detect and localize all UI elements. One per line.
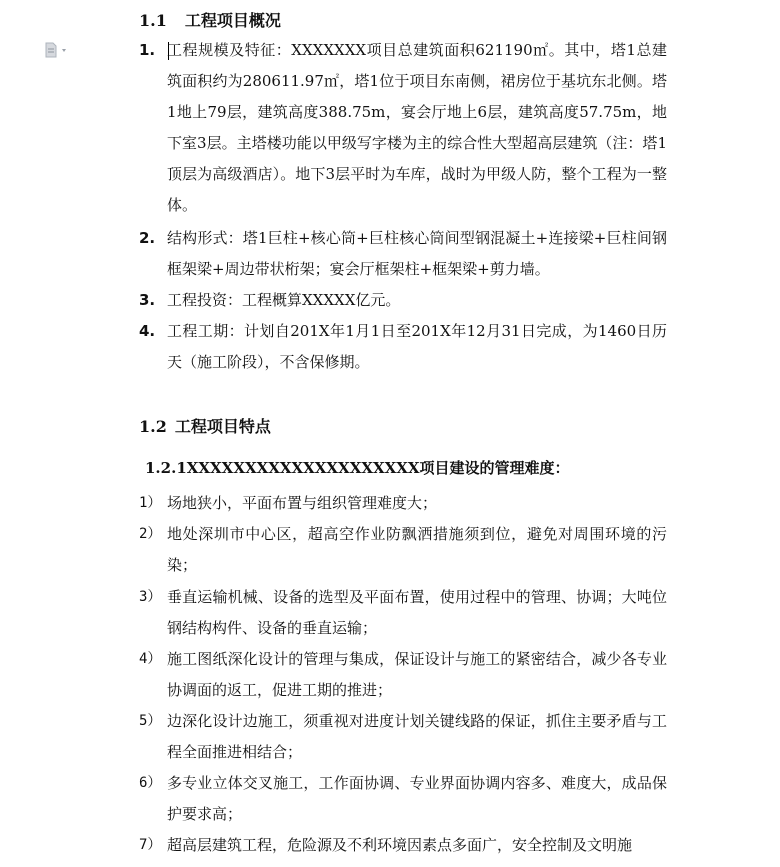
- section-number: 1.2: [139, 417, 167, 436]
- subsection-heading-1-2-1: [145, 457, 570, 478]
- section-title: 工程项目概况: [184, 11, 281, 30]
- list-number: 2）: [139, 526, 162, 542]
- section-heading-1-1: [139, 8, 281, 31]
- list-item-text: 工程规模及特征：XXXXXXX项目总建筑面积621190㎡。其中，塔1总建筑面积约为280611.97㎡，塔1位于项目东南侧，裙房位于基坑东北侧。塔1地上79层，建筑高度388.75m，宴会厅地上6层，建筑高度57.75m，地下室3层。主塔楼功能以甲级写字楼为主的综合性大型超高层建筑（注：塔1顶层为高级酒店）。地下3层平时为车库，战时为甲级人防，整个工程为一整体。: [167, 41, 667, 214]
- list-number: 3.: [139, 291, 156, 309]
- list-number: 6）: [139, 775, 162, 791]
- subsection-number: 1.2.1: [145, 459, 187, 477]
- paragraph-handle-icon[interactable]: [44, 42, 70, 58]
- section-heading-1-2: [139, 414, 271, 437]
- list-number: 4）: [139, 651, 162, 667]
- list-item-text: 工程工期：计划自201X年1月1日至201X年12月31日完成，为1460日历天（施工阶段），不含保修期。: [167, 322, 667, 371]
- list-number: 4.: [139, 322, 156, 340]
- section-title: 工程项目特点: [174, 417, 271, 436]
- list-number: 2.: [139, 229, 156, 247]
- list-item-text: 多专业立体交叉施工，工作面协调、专业界面协调内容多、难度大，成品保护要求高；: [167, 774, 667, 823]
- list-item-text: 边深化设计边施工，须重视对进度计划关键线路的保证，抓住主要矛盾与工程全面推进相结合；: [167, 712, 667, 761]
- list-item-text: 场地狭小，平面布置与组织管理难度大；: [167, 494, 438, 512]
- subsection-title: XXXXXXXXXXXXXXXXXXXX项目建设的管理难度：: [186, 459, 570, 477]
- list-item-text: 工程投资：工程概算XXXXX亿元。: [167, 291, 401, 309]
- list-number: 7）: [139, 837, 162, 853]
- list-item-text: 地处深圳市中心区，超高空作业防飘洒措施须到位，避免对周围环境的污染；: [167, 525, 667, 574]
- list-number: 1）: [139, 495, 162, 511]
- section-number: 1.1: [139, 11, 167, 30]
- list-item-text: 垂直运输机械、设备的选型及平面布置，使用过程中的管理、协调；大吨位钢结构构件、设备的垂直运输；: [167, 588, 667, 637]
- list-item-text: 超高层建筑工程，危险源及不利环境因素点多面广，安全控制及文明施: [167, 836, 633, 854]
- list-item-text: 结构形式：塔1巨柱+核心筒+巨柱核心筒间型钢混凝土+连接梁+巨柱间钢框架梁+周边带状桁架；宴会厅框架柱+框架梁+剪力墙。: [167, 229, 667, 278]
- list-number: 5）: [139, 713, 162, 729]
- list-number: 3）: [139, 589, 162, 605]
- list-item-text: 施工图纸深化设计的管理与集成，保证设计与施工的紧密结合，减少各专业协调面的返工，促进工期的推进；: [167, 650, 667, 699]
- list-number: 1.: [139, 41, 156, 59]
